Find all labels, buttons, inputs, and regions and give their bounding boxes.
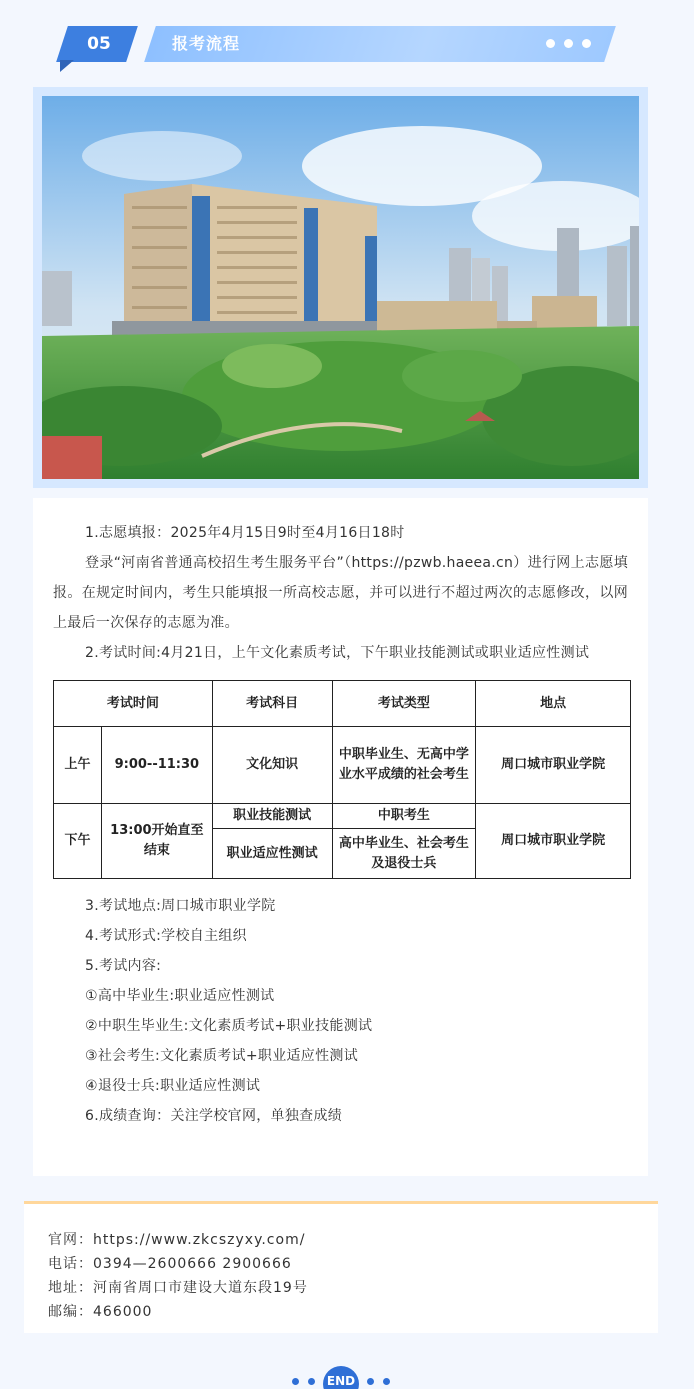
- section-2-title: 2.考试时间:4月21日，上午文化素质考试，下午职业技能测试或职业适应性测试: [85, 645, 590, 661]
- table-cell-period: 下午: [54, 804, 102, 879]
- end-marker: [0, 1364, 694, 1389]
- table-cell-period: 上午: [54, 727, 102, 804]
- table-header-type: 考试类型: [332, 681, 476, 727]
- postcode-line: 邮编：466000: [48, 1304, 153, 1320]
- table-cell-time: 13:00开始直至结束: [101, 804, 212, 879]
- section-3: 3.考试地点:周口城市职业学院: [85, 898, 276, 914]
- campus-photo: [42, 96, 639, 479]
- section-5-item-1: ①高中毕业生:职业适应性测试: [85, 988, 275, 1004]
- dots-decoration: [546, 39, 591, 48]
- table-row: [54, 804, 631, 829]
- exam-schedule-table-wrap: [53, 680, 628, 879]
- table-header-time: 考试时间: [54, 681, 213, 727]
- table-cell-type: 高中毕业生、社会考生及退役士兵: [332, 829, 476, 879]
- table-row: [54, 727, 631, 804]
- website-line: 官网：https://www.zkcszyxy.com/: [48, 1232, 306, 1248]
- end-dot: [367, 1378, 374, 1385]
- section-6: 6.成绩查询：关注学校官网，单独查成绩: [85, 1108, 343, 1124]
- end-badge: END: [323, 1366, 359, 1389]
- exam-schedule-table: [53, 680, 631, 879]
- end-dot: [308, 1378, 315, 1385]
- table-cell-subject: 职业适应性测试: [212, 829, 332, 879]
- table-cell-type: 中职考生: [332, 804, 476, 829]
- table-cell-subject: 职业技能测试: [212, 804, 332, 829]
- table-header-subject: 考试科目: [212, 681, 332, 727]
- end-dot: [383, 1378, 390, 1385]
- table-cell-type: 中职毕业生、无高中学业水平成绩的社会考生: [332, 727, 476, 804]
- section-5-item-4: ④退役士兵:职业适应性测试: [85, 1078, 261, 1094]
- phone-line: 电话：0394—2600666 2900666: [48, 1256, 292, 1272]
- campus-photo-illustration: [42, 96, 639, 479]
- table-header-location: 地点: [476, 681, 631, 727]
- address-line: 地址：河南省周口市建设大道东段19号: [48, 1280, 308, 1296]
- section-1-title: 1.志愿填报：2025年4月15日9时至4月16日18时: [85, 525, 405, 541]
- section-title: 报考流程: [172, 34, 241, 53]
- table-cell-location: 周口城市职业学院: [476, 804, 631, 879]
- section-5-item-3: ③社会考生:文化素质考试+职业适应性测试: [85, 1048, 358, 1064]
- content-card: [33, 498, 648, 1176]
- section-number: 05: [87, 34, 111, 54]
- table-header-row: [54, 681, 631, 727]
- section-5: 5.考试内容:: [85, 958, 162, 974]
- table-cell-time: 9:00--11:30: [101, 727, 212, 804]
- section-5-item-2: ②中职生毕业生:文化素质考试+职业技能测试: [85, 1018, 373, 1034]
- table-cell-subject: 文化知识: [212, 727, 332, 804]
- end-dot: [292, 1378, 299, 1385]
- section-header: [0, 0, 694, 80]
- contact-footer: [24, 1201, 658, 1333]
- section-1-body: 登录“河南省普通高校招生考生服务平台”（https://pzwb.haeea.cn）进行网上志愿填报。在规定时间内，考生只能填报一所高校志愿，并可以进行不超过两次的志愿修改，以网上最后一次保存的志愿为准。: [53, 555, 628, 631]
- section-4: 4.考试形式:学校自主组织: [85, 928, 247, 944]
- table-cell-location: 周口城市职业学院: [476, 727, 631, 804]
- campus-photo-frame: [33, 87, 648, 488]
